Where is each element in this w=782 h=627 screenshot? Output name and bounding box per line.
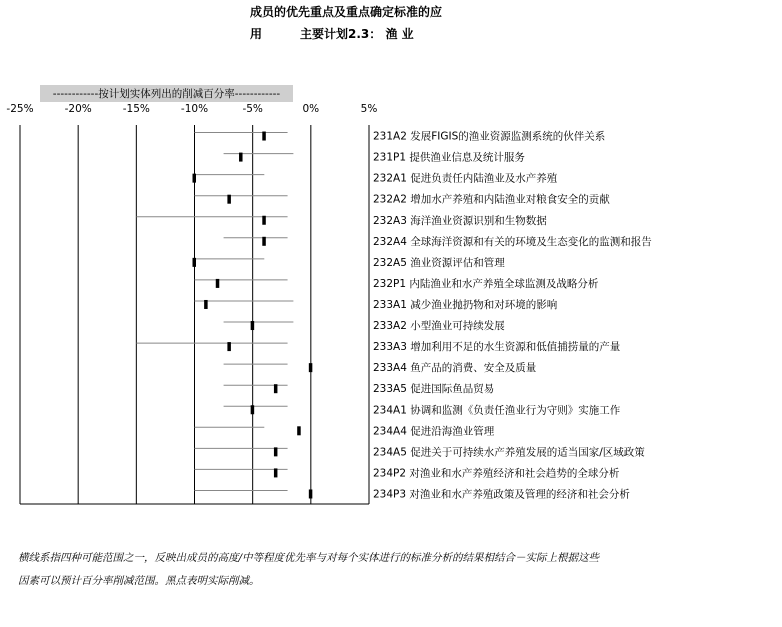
actual-point bbox=[262, 132, 266, 141]
footnote-line-2: 因素可以预计百分率削减范围。黑点表明实际削减。 bbox=[18, 575, 260, 587]
category-label: 234A4 促进沿海渔业管理 bbox=[373, 425, 495, 438]
x-tick-label: 5% bbox=[360, 103, 378, 115]
x-tick-label: 0% bbox=[302, 103, 320, 115]
category-label: 232A5 渔业资源评估和管理 bbox=[373, 256, 505, 269]
actual-point bbox=[216, 279, 220, 288]
x-tick-label: -10% bbox=[180, 103, 209, 115]
actual-point bbox=[274, 447, 278, 456]
category-label: 233A2 小型渔业可持续发展 bbox=[373, 320, 505, 333]
axis-title-text: 按计划实体列出的削减百分率 bbox=[98, 88, 235, 100]
actual-point bbox=[309, 363, 313, 372]
actual-point bbox=[193, 174, 197, 183]
actual-point bbox=[274, 384, 278, 393]
axis-title: ------------按计划实体列出的削减百分率------------ bbox=[52, 88, 281, 100]
x-tick-label: -5% bbox=[242, 103, 263, 115]
actual-point bbox=[262, 237, 266, 246]
actual-point bbox=[274, 468, 278, 477]
actual-point bbox=[262, 216, 266, 225]
category-label: 233A1 减少渔业抛扔物和对环境的影响 bbox=[373, 298, 558, 311]
category-label: 234A5 促进关于可持续水产养殖发展的适当国家/区域政策 bbox=[373, 446, 645, 459]
x-tick-label: -20% bbox=[64, 103, 92, 115]
subtitle-part-b: 主要计划2.3： 渔 业 bbox=[300, 27, 414, 41]
actual-point bbox=[309, 489, 313, 498]
category-label: 232A4 全球海洋资源和有关的环境及生态变化的监测和报告 bbox=[373, 235, 652, 248]
category-label: 231P1 提供渔业信息及统计服务 bbox=[373, 151, 525, 164]
category-label: 232P1 内陆渔业和水产养殖全球监测及战略分析 bbox=[373, 277, 599, 290]
actual-point bbox=[251, 321, 255, 330]
category-label: 233A5 促进国际鱼品贸易 bbox=[373, 383, 495, 396]
subtitle-part-a: 用 bbox=[250, 27, 263, 41]
x-tick-label: -25% bbox=[6, 103, 34, 115]
actual-point bbox=[239, 153, 243, 162]
category-label: 233A3 增加利用不足的水生资源和低值捕捞量的产量 bbox=[373, 341, 621, 354]
actual-point bbox=[297, 426, 301, 435]
category-label: 233A4 鱼产品的消费、安全及质量 bbox=[373, 362, 537, 375]
category-label: 234P2 对渔业和水产养殖经济和社会趋势的全球分析 bbox=[373, 467, 620, 480]
category-label: 234A1 协调和监测《负责任渔业行为守则》实施工作 bbox=[373, 404, 621, 417]
actual-point bbox=[227, 342, 231, 351]
footnote-line-1: 横线系指四种可能范围之一，反映出成员的高度/中等程度优先率与对每个实体进行的标准分析的结果相结合－实际上根据这些 bbox=[18, 552, 600, 564]
category-label: 232A3 海洋渔业资源识别和生物数据 bbox=[373, 214, 547, 227]
category-label: 232A2 增加水产养殖和内陆渔业对粮食安全的贡献 bbox=[373, 193, 610, 206]
actual-point bbox=[204, 300, 208, 309]
actual-point bbox=[227, 195, 231, 204]
category-label: 234P3 对渔业和水产养殖政策及管理的经济和社会分析 bbox=[373, 488, 630, 501]
actual-point bbox=[251, 405, 255, 414]
actual-point bbox=[193, 258, 197, 267]
category-label: 232A1 促进负责任内陆渔业及水产养殖 bbox=[373, 172, 558, 185]
category-label: 231A2 发展FIGIS的渔业资源监测系统的伙伴关系 bbox=[373, 130, 606, 143]
x-tick-label: -15% bbox=[122, 103, 150, 115]
page-title: 成员的优先重点及重点确定标准的应 bbox=[250, 5, 443, 19]
